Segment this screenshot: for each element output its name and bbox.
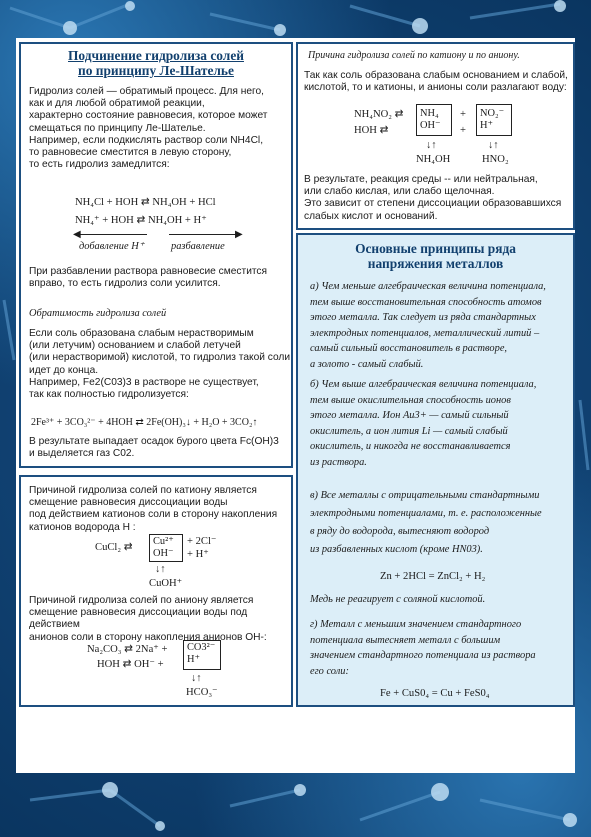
equation-fe-carbonate: 2Fe³⁺ + 3CO₃²⁻ + 4HOH ⇄ 2Fe(OH)₃↓ + H₂O + 3CO₂↑ — [31, 417, 258, 428]
dilution-paragraph — [29, 266, 291, 290]
cation-boxed-ions — [416, 104, 452, 136]
principle-b — [310, 377, 572, 471]
cucl2-equation-left: CuCl₂ ⇄ — [95, 542, 133, 553]
text-line: самый сильный восстановитель в растворе, — [310, 343, 508, 355]
text-line: Например, Fe2(С03)3 в растворе не существует, — [29, 376, 259, 388]
text-line: вправо, то есть гидролиз соли усилится. — [29, 278, 221, 290]
text-line: идет до конца. — [29, 364, 99, 376]
cation-equilibrium-arrow: ↓↑ — [426, 140, 437, 151]
text-line: значением стандартного потенциала из раствора — [310, 650, 536, 662]
arrow-left-line — [77, 234, 147, 235]
text-line: характерно состояние равновесия, которое может — [29, 110, 268, 122]
box-ion-top: CO3²⁻ — [187, 642, 216, 653]
arrow-left-label: добавление H⁺ — [79, 241, 145, 252]
box-ion-top: NH₄ — [420, 108, 439, 119]
arrow-left-head: ◀ — [73, 229, 81, 240]
text-line: потенциала вытесняет металл с большим — [310, 634, 501, 646]
panel-le-chatelier — [19, 42, 293, 468]
text-line: а золото - самый слабый. — [310, 358, 424, 370]
box-ion-bottom: OH⁻ — [420, 120, 441, 131]
text-line: Если соль образована слабым нерастворимым — [29, 328, 254, 339]
text-line: кислотой, то и катионы, и анионы соли разлагают воду: — [304, 82, 567, 94]
arrow-right-line — [169, 234, 239, 235]
equation-nh4-ion: NH₄⁺ + HOH ⇄ NH₄OH + H⁺ — [75, 215, 207, 226]
reversibility-paragraph — [29, 328, 293, 401]
reversibility-subheading: Обратимость гидролиза солей — [29, 308, 167, 319]
intro-paragraph — [29, 86, 291, 171]
text-line: Это зависит от степени диссоциации образовавшихся — [304, 198, 562, 210]
text-line: смещение равновесия диссоциации воды — [29, 497, 228, 509]
na2co3-hoh-row: HOH ⇄ OH⁻ + — [97, 659, 164, 670]
text-line: электродных потенциалов, металлический литий – — [310, 327, 540, 339]
arrow-right-head: ▶ — [235, 229, 243, 240]
text-line: а) Чем меньше алгебраическая величина потенциала, — [310, 281, 546, 292]
text-line: то есть гидролиз замедлится: — [29, 159, 170, 171]
text-line: (или летучим) основанием и слабой летучей — [29, 340, 241, 352]
plus-sign: + — [460, 125, 466, 136]
le-chatelier-heading — [21, 48, 291, 78]
anion-equilibrium-arrow: ↓↑ — [488, 140, 499, 151]
cucl2-right-bottom: + H⁺ — [187, 549, 209, 560]
text-line: тем выше окислительная способность ионов — [310, 394, 511, 406]
cucl2-product: CuOH⁺ — [149, 578, 183, 589]
plus-sign: + — [460, 109, 466, 120]
text-line: Гидролиз солей — обратимый процесс. Для него, — [29, 86, 264, 97]
text-line: под действием катионов соли в сторону накопления — [29, 509, 278, 521]
text-line: в ряду до водорода, вытесняют водород — [310, 526, 490, 537]
panel-cation-anion-hydrolysis — [19, 475, 293, 707]
text-line: (или нерастворимой) кислотой, то гидролиз такой соли — [29, 352, 291, 364]
box-ion-top: Cu²⁺ — [153, 536, 174, 547]
box-ion-bottom: H⁺ — [480, 120, 493, 131]
copper-note: Медь не реагирует с соляной кислотой. — [310, 594, 486, 605]
text-line: электродными потенциалами, т. е. расположенные — [310, 508, 542, 519]
text-line: тем выше восстановительная способность атомов — [310, 296, 542, 308]
text-line: анионов соли в сторону накопления анионов ОН-: — [29, 631, 267, 643]
text-line: так как полностью гидролизуется: — [29, 389, 189, 401]
box-ion-top: NO₂⁻ — [480, 108, 505, 119]
result-paragraph — [304, 174, 574, 223]
product-hno2: HNO₂ — [482, 154, 509, 165]
anion-paragraph — [29, 595, 293, 644]
equation-iron: Fe + CuS0₄ = Cu + FeS0₄ — [380, 688, 490, 699]
cucl2-right-top: + 2Cl⁻ — [187, 536, 217, 547]
text-line: этого металла. Ион Au3+ — самый сильный — [310, 410, 509, 422]
text-line: его соли: — [310, 665, 349, 677]
arrow-right-label: разбавление — [171, 241, 225, 252]
text-line: из раствора. — [310, 456, 367, 468]
principle-d — [310, 617, 572, 679]
equation-zinc: Zn + 2HCl = ZnCl₂ + H₂ — [380, 571, 486, 582]
panel-metal-activity-series — [296, 233, 575, 707]
na2co3-equilibrium-arrow: ↓↑ — [191, 673, 202, 684]
na2co3-equation-left: Na₂CO₃ ⇄ 2Na⁺ + — [87, 644, 168, 655]
equation-nh4cl: NH₄Cl + HOH ⇄ NH₄OH + HCl — [75, 197, 216, 208]
principle-a — [310, 279, 572, 373]
panel-cation-and-anion — [296, 42, 575, 230]
heading-line-2: напряжения металлов — [367, 256, 504, 271]
text-line: смещение равновесия диссоциации воды под действием — [29, 607, 248, 631]
cucl2-boxed-ions — [149, 534, 183, 562]
anion-boxed-ions — [476, 104, 512, 136]
cucl2-equilibrium-arrow: ↓↑ — [155, 564, 166, 575]
text-line: то равновесие сместится в левую сторону, — [29, 147, 232, 159]
text-line: окислитель, а ион лития Li — самый слабый — [310, 425, 508, 437]
text-line: смещаться по принципу Ле-Шателье. — [29, 122, 206, 134]
text-line: Так как соль образована слабым основанием и слабой, — [304, 70, 568, 81]
box-ion-bottom: OH⁻ — [153, 548, 174, 559]
nh4no2-equation-left: NH₄NO₂ ⇄ — [354, 109, 404, 120]
heading-line-1: Основные принципы ряда — [355, 241, 516, 256]
text-line: в) Все металлы с отрицательными стандартными — [310, 490, 540, 501]
text-line: из разбавленных кислот (кроме HN03). — [310, 544, 483, 555]
product-nh4oh: NH₄OH — [416, 154, 451, 165]
na2co3-boxed-ions — [183, 640, 221, 670]
cation-paragraph — [29, 485, 293, 534]
text-line: При разбавлении раствора равновесие сместится — [29, 266, 268, 277]
text-line: В результате выпадает осадок бурого цвета Fc(OH)3 — [29, 436, 279, 447]
intro-paragraph — [304, 70, 574, 94]
text-line: Например, если подкислять раствор соли NH4Cl, — [29, 134, 264, 146]
result-paragraph — [29, 436, 291, 460]
metals-heading — [298, 241, 573, 271]
text-line: Причиной гидролиза солей по аниону является — [29, 595, 254, 606]
text-line: В результате, реакция среды -- или нейтральная, — [304, 174, 538, 185]
text-line: или слабо кислая, или слабо щелочная. — [304, 186, 495, 198]
text-line: Причиной гидролиза солей по катиону является — [29, 485, 257, 496]
text-line: слабых кислот и оснований. — [304, 210, 438, 222]
hoh-equation-left: HOH ⇄ — [354, 125, 389, 136]
text-line: как и для любой обратимой реакции, — [29, 98, 205, 110]
text-line: катионов водорода Н : — [29, 521, 136, 533]
box-ion-bottom: H⁺ — [187, 654, 200, 665]
text-line: б) Чем выше алгебраическая величина потенциала, — [310, 379, 537, 390]
heading-line-1: Подчинение гидролиза солей — [68, 48, 244, 63]
text-line: окислитель, и никогда не восстанавливается — [310, 441, 511, 453]
text-line: и выделяется газ С02. — [29, 448, 135, 460]
text-line: г) Металл с меньшим значением стандартного — [310, 619, 522, 630]
principle-c — [310, 487, 572, 559]
text-line: этого металла. Так следует из ряда стандартных — [310, 312, 536, 324]
na2co3-product: HCO₃⁻ — [186, 687, 218, 698]
cation-anion-heading: Причина гидролиза солей по катиону и по аниону. — [308, 50, 520, 61]
heading-line-2: по принципу Ле-Шателье — [78, 63, 234, 78]
